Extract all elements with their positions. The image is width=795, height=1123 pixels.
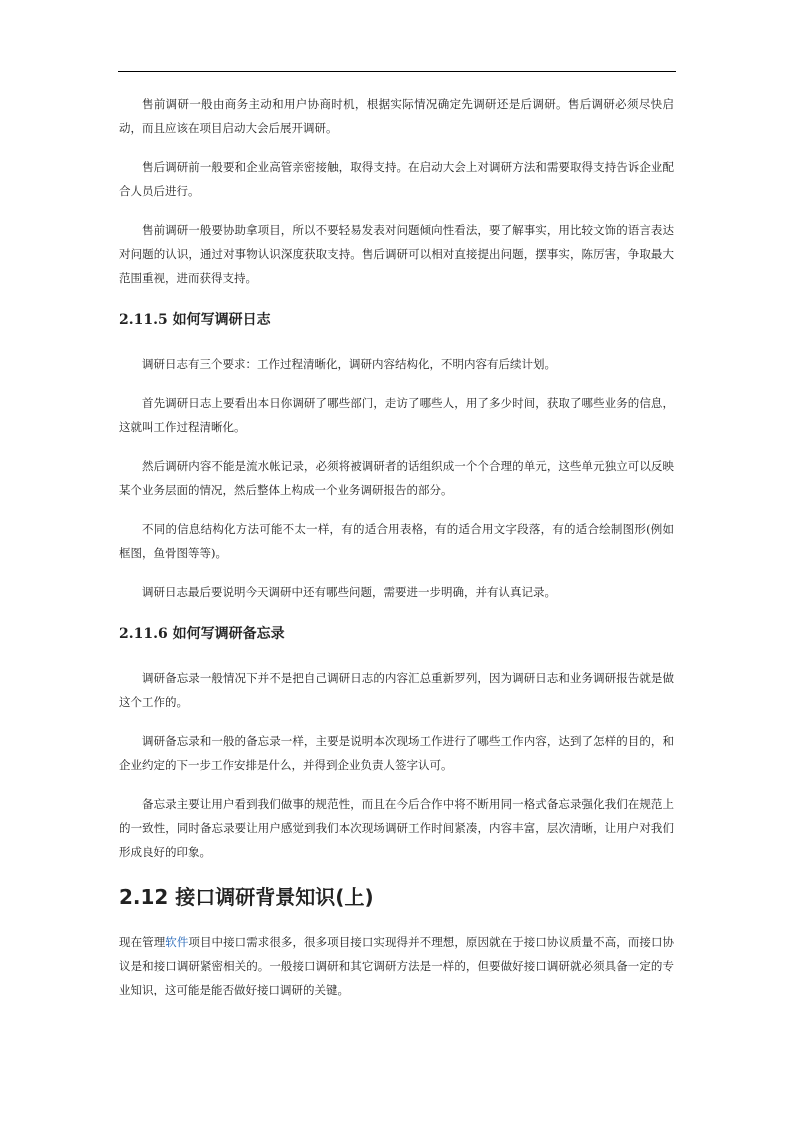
intro-paragraph-3: 售前调研一般要协助拿项目，所以不要轻易发表对问题倾向性看法，要了解事实，用比较文饰的语言表达对问题的认识，通过对事物认识深度获取支持。售后调研可以相对直接提出问题，摆事实，陈厉害，争取最大范围重视，进而获得支持。 [119,223,674,285]
header-rule [118,71,676,72]
section-2-11-5-paragraph-5: 调研日志最后要说明今天调研中还有哪些问题，需要进一步明确，并有认真记录。 [142,585,556,599]
document-body [119,92,674,996]
section-2-11-6-paragraph-2: 调研备忘录和一般的备忘录一样，主要是说明本次现场工作进行了哪些工作内容，达到了怎样的目的，和企业约定的下一步工作安排是什么，并得到企业负责人签字认可。 [119,734,674,772]
section-2-11-5-paragraph-4: 不同的信息结构化方法可能不太一样，有的适合用表格，有的适合用文字段落，有的适合绘制图形(例如框图，鱼骨图等等)。 [119,522,674,560]
para-text-before-link: 现在管理 [119,935,166,949]
software-link[interactable]: 软件 [165,935,189,949]
section-heading-2-12: 2.12 接口调研背景知识(上) [119,885,374,909]
section-heading-2-11-6: 2.11.6 如何写调研备忘录 [119,626,285,642]
section-2-11-5-paragraph-2: 首先调研日志上要看出本日你调研了哪些部门，走访了哪些人，用了多少时间，获取了哪些业务的信息，这就叫工作过程清晰化。 [119,396,674,434]
section-2-11-5-paragraph-3: 然后调研内容不能是流水帐记录，必须将被调研者的话组织成一个个合理的单元，这些单元独立可以反映某个业务层面的情况，然后整体上构成一个业务调研报告的部分。 [119,459,674,497]
section-2-12-clip [119,930,674,996]
section-2-11-6-paragraph-1: 调研备忘录一般情况下并不是把自己调研日志的内容汇总重新罗列，因为调研日志和业务调研报告就是做这个工作的。 [119,671,674,709]
para-text-after-link: 项目中接口需求很多，很多项目接口实现得并不理想，原因就在于接口协议质量不高，而接口协议是和接口调研紧密相关的。一般接口调研和其它调研方法是一样的，但要做好接口调研就必须具备一定的专业知识，这可能是能否做好接口调研的关键。 [119,935,674,996]
section-2-11-6-paragraph-3: 备忘录主要让用户看到我们做事的规范性，而且在今后合作中将不断用同一格式备忘录强化我们在规范上的一致性，同时备忘录要让用户感觉到我们本次现场调研工作时间紧凑，内容丰富，层次清晰，让用户对我们形成良好的印象。 [119,797,674,859]
section-2-11-5-paragraph-1: 调研日志有三个要求：工作过程清晰化，调研内容结构化，不明内容有后续计划。 [142,357,556,371]
section-heading-2-11-5: 2.11.5 如何写调研日志 [119,312,271,328]
intro-paragraph-2: 售后调研前一般要和企业高管亲密接触，取得支持。在启动大会上对调研方法和需要取得支持告诉企业配合人员后进行。 [119,160,674,198]
section-2-12-paragraph-1 [119,930,674,996]
intro-paragraph-1: 售前调研一般由商务主动和用户协商时机，根据实际情况确定先调研还是后调研。售后调研必须尽快启动，而且应该在项目启动大会后展开调研。 [119,97,674,135]
